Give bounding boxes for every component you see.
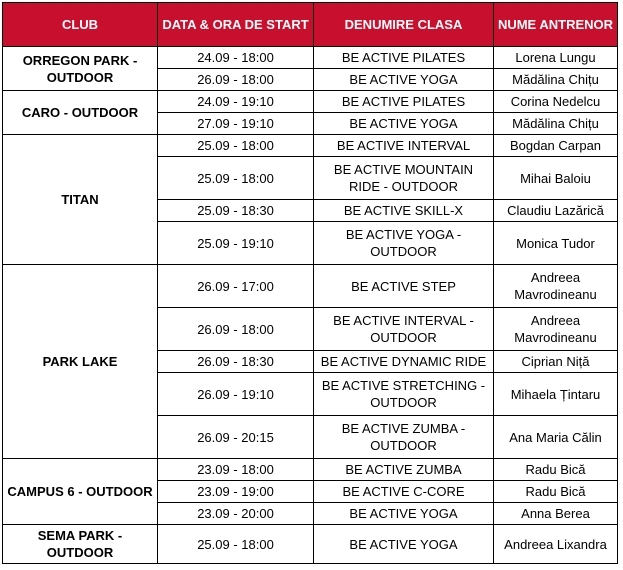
trainer-cell: Mihai Baloiu	[494, 157, 618, 200]
trainer-cell: Radu Bică	[494, 459, 618, 481]
start-cell: 25.09 - 19:10	[158, 222, 314, 265]
club-name: CAMPUS 6 - OUTDOOR	[3, 459, 158, 525]
table-row	[3, 135, 618, 157]
start-cell: 24.09 - 19:10	[158, 91, 314, 113]
class-cell: BE ACTIVE YOGA	[314, 113, 494, 135]
class-cell: BE ACTIVE YOGA	[314, 525, 494, 564]
start-cell: 24.09 - 18:00	[158, 47, 314, 69]
trainer-cell: Ciprian Niță	[494, 351, 618, 373]
header-start: DATA & ORA DE START	[158, 3, 314, 47]
trainer-cell: Mădălina Chițu	[494, 113, 618, 135]
trainer-cell: Corina Nedelcu	[494, 91, 618, 113]
trainer-cell: Ana Maria Călin	[494, 416, 618, 459]
trainer-cell: Bogdan Carpan	[494, 135, 618, 157]
class-cell: BE ACTIVE DYNAMIC RIDE	[314, 351, 494, 373]
class-cell: BE ACTIVE PILATES	[314, 91, 494, 113]
class-cell: BE ACTIVE YOGA - OUTDOOR	[314, 222, 494, 265]
start-cell: 27.09 - 19:10	[158, 113, 314, 135]
start-cell: 26.09 - 20:15	[158, 416, 314, 459]
class-cell: BE ACTIVE INTERVAL - OUTDOOR	[314, 308, 494, 351]
trainer-cell: Mihaela Țintaru	[494, 373, 618, 416]
header-row	[3, 3, 618, 47]
class-cell: BE ACTIVE ZUMBA	[314, 459, 494, 481]
club-name: ORREGON PARK - OUTDOOR	[3, 47, 158, 91]
trainer-cell: Monica Tudor	[494, 222, 618, 265]
table-row	[3, 525, 618, 564]
class-cell: BE ACTIVE YOGA	[314, 69, 494, 91]
start-cell: 23.09 - 18:00	[158, 459, 314, 481]
table-row	[3, 265, 618, 308]
trainer-cell: Lorena Lungu	[494, 47, 618, 69]
header-trainer: NUME ANTRENOR	[494, 3, 618, 47]
trainer-cell: Andreea Lixandra	[494, 525, 618, 564]
start-cell: 25.09 - 18:30	[158, 200, 314, 222]
class-cell: BE ACTIVE ZUMBA - OUTDOOR	[314, 416, 494, 459]
class-cell: BE ACTIVE PILATES	[314, 47, 494, 69]
table-row	[3, 91, 618, 113]
table-row	[3, 47, 618, 69]
table-row	[3, 459, 618, 481]
club-name: CARO - OUTDOOR	[3, 91, 158, 135]
start-cell: 26.09 - 18:00	[158, 69, 314, 91]
class-cell: BE ACTIVE STEP	[314, 265, 494, 308]
start-cell: 26.09 - 19:10	[158, 373, 314, 416]
club-name: PARK LAKE	[3, 265, 158, 459]
start-cell: 23.09 - 20:00	[158, 503, 314, 525]
start-cell: 25.09 - 18:00	[158, 135, 314, 157]
start-cell: 26.09 - 17:00	[158, 265, 314, 308]
trainer-cell: Mădălina Chițu	[494, 69, 618, 91]
trainer-cell: Andreea Mavrodineanu	[494, 265, 618, 308]
class-cell: BE ACTIVE STRETCHING - OUTDOOR	[314, 373, 494, 416]
start-cell: 26.09 - 18:30	[158, 351, 314, 373]
schedule-table	[2, 2, 618, 564]
trainer-cell: Anna Berea	[494, 503, 618, 525]
start-cell: 25.09 - 18:00	[158, 157, 314, 200]
start-cell: 25.09 - 18:00	[158, 525, 314, 564]
trainer-cell: Radu Bică	[494, 481, 618, 503]
club-name: SEMA PARK - OUTDOOR	[3, 525, 158, 564]
header-class-name: DENUMIRE CLASA	[314, 3, 494, 47]
header-club: CLUB	[3, 3, 158, 47]
class-cell: BE ACTIVE SKILL-X	[314, 200, 494, 222]
class-cell: BE ACTIVE INTERVAL	[314, 135, 494, 157]
start-cell: 26.09 - 18:00	[158, 308, 314, 351]
class-cell: BE ACTIVE MOUNTAIN RIDE - OUTDOOR	[314, 157, 494, 200]
class-cell: BE ACTIVE YOGA	[314, 503, 494, 525]
club-name: TITAN	[3, 135, 158, 265]
start-cell: 23.09 - 19:00	[158, 481, 314, 503]
trainer-cell: Andreea Mavrodineanu	[494, 308, 618, 351]
trainer-cell: Claudiu Lazărică	[494, 200, 618, 222]
class-cell: BE ACTIVE C-CORE	[314, 481, 494, 503]
